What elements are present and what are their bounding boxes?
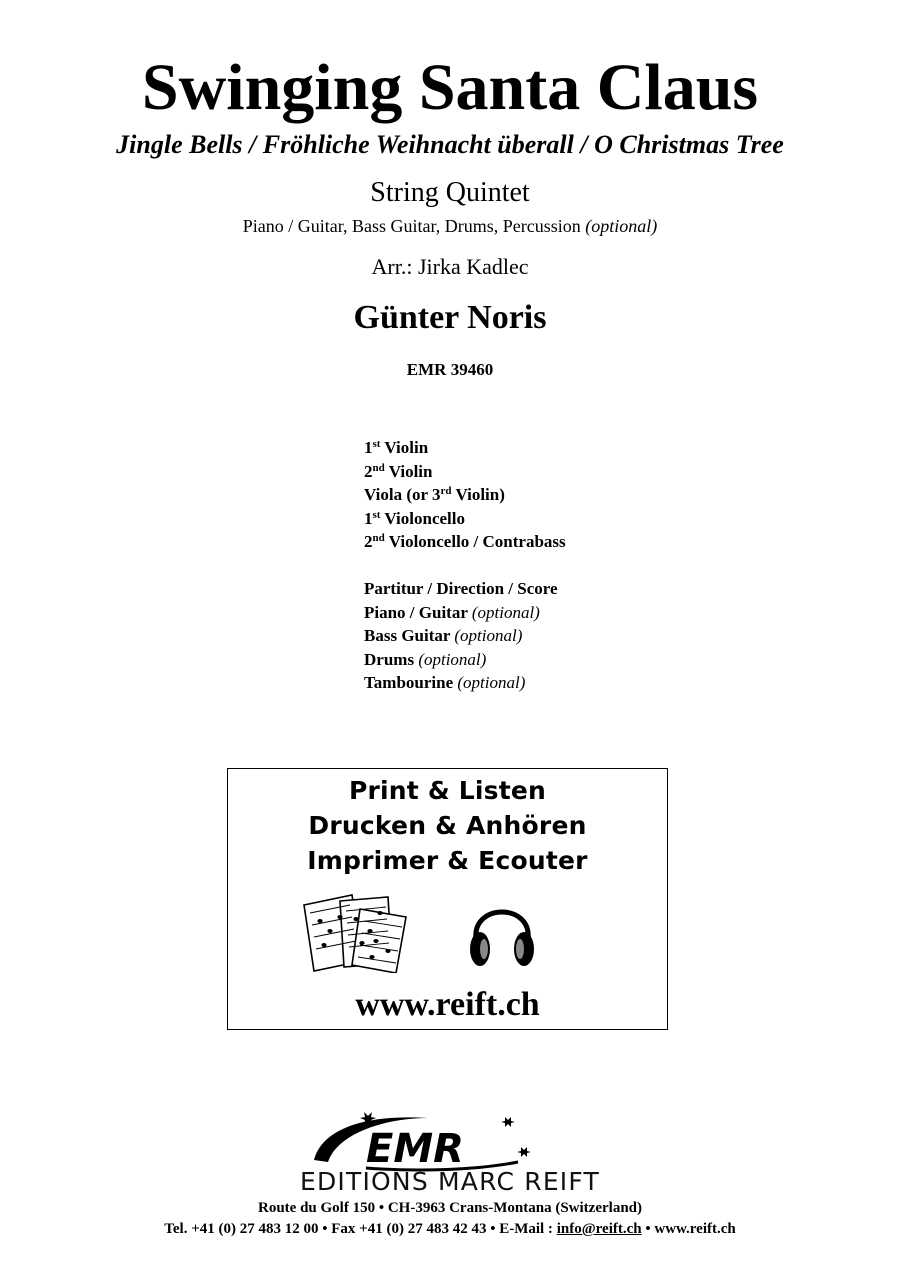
part-item: Drums (optional) <box>364 649 487 669</box>
subtitle: Jingle Bells / Fröhliche Weihnacht überall / O Christmas Tree <box>116 130 784 159</box>
logo-text: EMR <box>366 1126 464 1172</box>
composer: Günter Noris <box>353 299 547 336</box>
ensemble: String Quintet <box>370 177 530 208</box>
instrumentation <box>0 214 900 238</box>
promo-website: www.reift.ch <box>355 986 540 1023</box>
part-item: Viola (or 3rd Violin) <box>364 485 505 504</box>
publisher-name: EDITIONS MARC REIFT <box>299 1167 600 1196</box>
parts-list <box>364 436 566 695</box>
instrumentation-main: Piano / Guitar, Bass Guitar, Drums, Percussion <box>242 216 581 236</box>
arranger: Arr.: Jirka Kadlec <box>371 254 529 279</box>
part-item: Piano / Guitar (optional) <box>364 602 540 622</box>
instrumentation-optional: (optional) <box>585 216 658 236</box>
email-link[interactable]: info@reift.ch <box>556 1221 642 1237</box>
print-listen-box <box>227 768 668 1030</box>
publisher-address: Route du Golf 150 • CH-3963 Crans-Montana (Switzerland) <box>258 1200 642 1216</box>
part-item: Bass Guitar (optional) <box>364 626 523 645</box>
part-item: Partitur / Direction / Score <box>364 579 558 598</box>
part-item: 1st Violoncello <box>364 508 465 528</box>
part-item: 2nd Violoncello / Contrabass <box>364 532 566 551</box>
page-title: Swinging Santa Claus <box>141 51 759 124</box>
part-item: 1st Violin <box>364 438 429 457</box>
catalog-code: EMR 39460 <box>406 360 494 379</box>
headphones-icon <box>466 893 538 973</box>
promo-line-fr: Imprimer & Ecouter <box>307 846 588 875</box>
sheet-music-icon <box>300 891 412 973</box>
promo-line-de: Drucken & Anhören <box>308 811 587 840</box>
promo-line-en: Print & Listen <box>348 776 547 805</box>
part-item: 2nd Violin <box>364 461 433 481</box>
part-item: Tambourine (optional) <box>364 673 526 692</box>
publisher-contact: Tel. +41 (0) 27 483 12 00 • Fax +41 (0) 27 483 42 43 • E-Mail : info@reift.ch • www.reift.ch <box>164 1221 736 1237</box>
